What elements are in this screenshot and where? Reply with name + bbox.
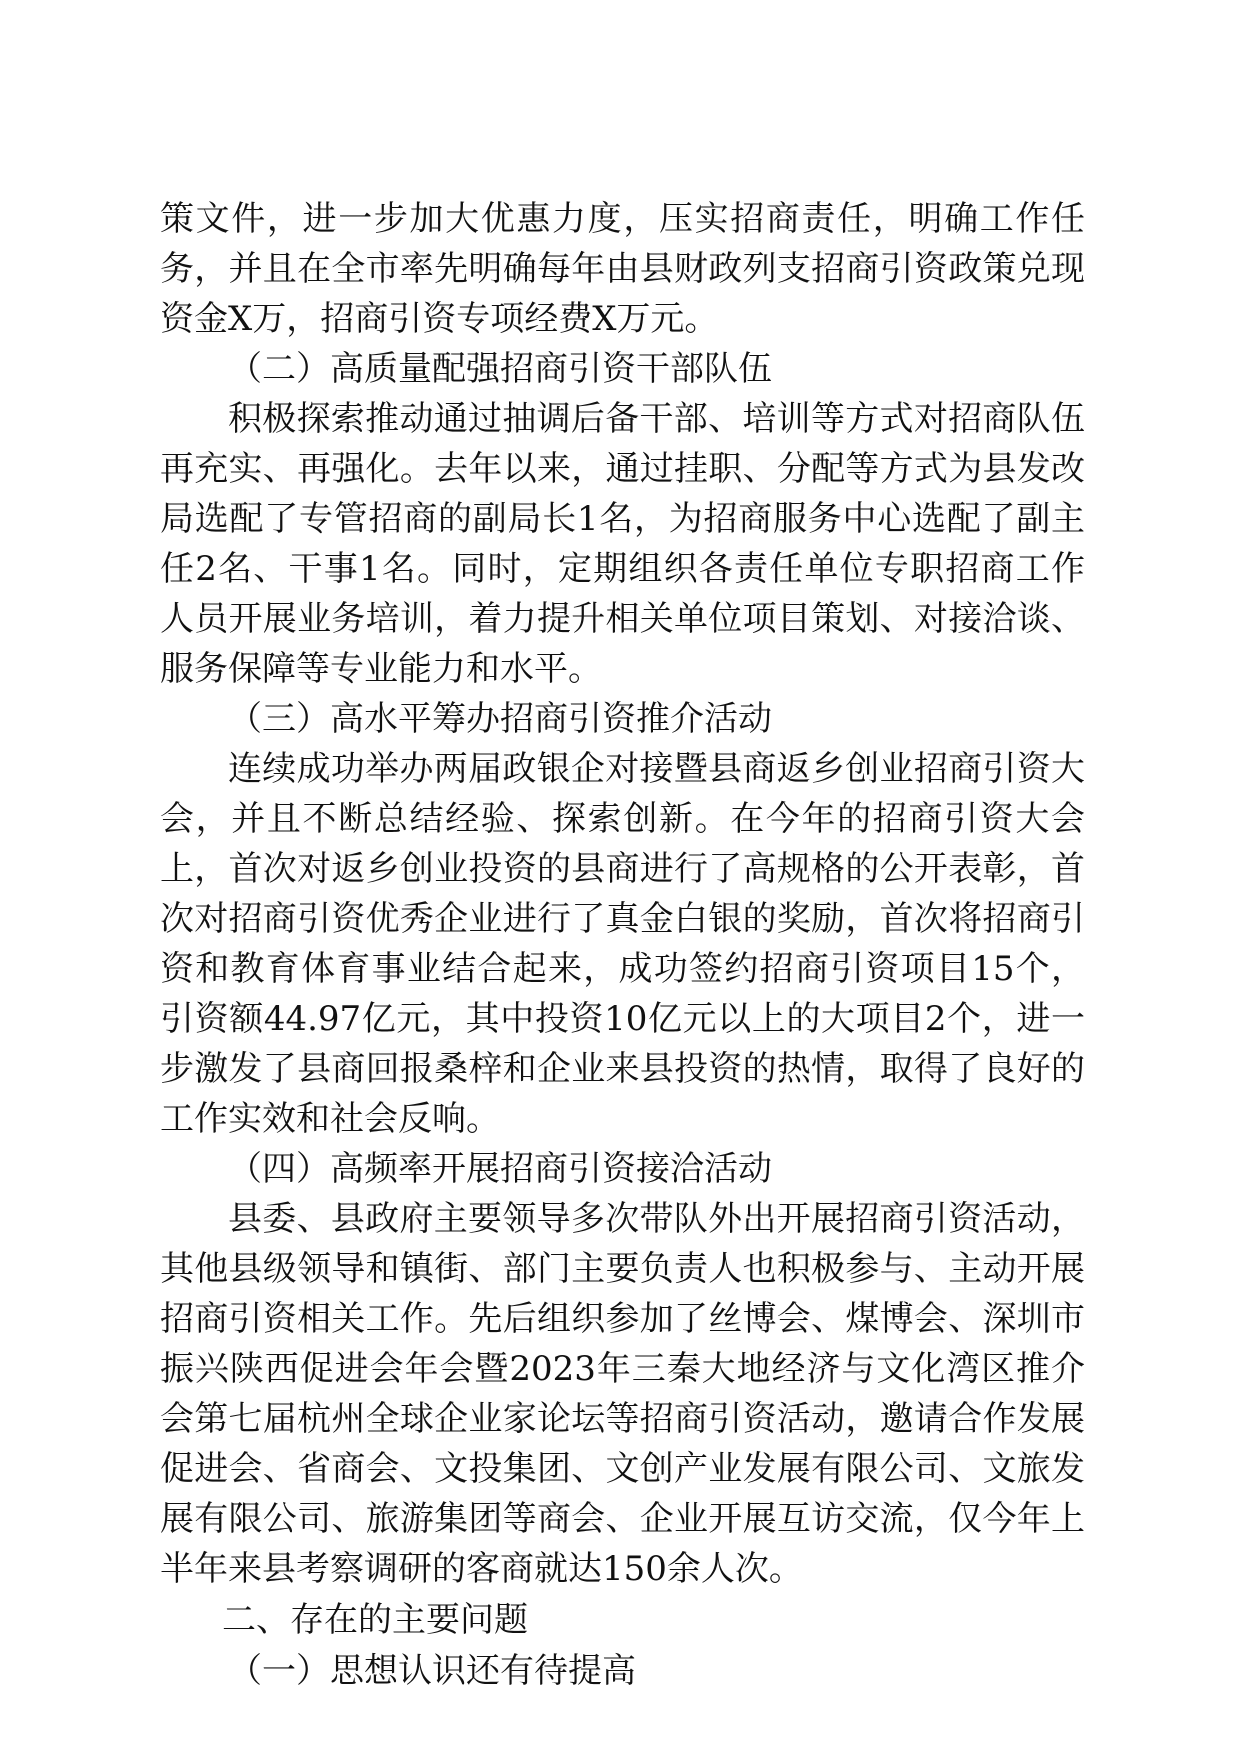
body-paragraph: 策文件，进一步加大优惠力度，压实招商责任，明确工作任务，并且在全市率先明确每年由县财政列支招商引资政策兑现资金X万，招商引资专项经费X万元。 bbox=[160, 199, 1085, 339]
body-paragraph: 连续成功举办两届政银企对接暨县商返乡创业招商引资大会，并且不断总结经验、探索创新。在今年的招商引资大会上，首次对返乡创业投资的县商进行了高规格的公开表彰，首次对招商引资优秀企业进行了真金白银的奖励，首次将招商引资和教育体育事业结合起来，成功签约招商引资项目15个，引资额44.97亿元，其中投资10亿元以上的大项目2个，进一步激发了县商回报桑梓和企业来县投资的热情，取得了良好的工作实效和社会反响。 bbox=[160, 749, 1085, 1139]
subsection-heading: （三）高水平筹办招商引资推介活动 bbox=[228, 699, 772, 739]
document-page bbox=[160, 194, 1085, 1696]
subsection-heading: （二）高质量配强招商引资干部队伍 bbox=[228, 349, 772, 389]
body-paragraph: 积极探索推动通过抽调后备干部、培训等方式对招商队伍再充实、再强化。去年以来，通过挂职、分配等方式为县发改局选配了专管招商的副局长1名，为招商服务中心选配了副主任2名、干事1名。同时，定期组织各责任单位专职招商工作人员开展业务培训，着力提升相关单位项目策划、对接洽谈、服务保障等专业能力和水平。 bbox=[160, 399, 1085, 689]
body-paragraph: 县委、县政府主要领导多次带队外出开展招商引资活动，其他县级领导和镇街、部门主要负责人也积极参与、主动开展招商引资相关工作。先后组织参加了丝博会、煤博会、深圳市振兴陕西促进会年会暨2023年三秦大地经济与文化湾区推介会第七届杭州全球企业家论坛等招商引资活动，邀请合作发展促进会、省商会、文投集团、文创产业发展有限公司、文旅发展有限公司、旅游集团等商会、企业开展互访交流，仅今年上半年来县考察调研的客商就达150余人次。 bbox=[160, 1199, 1085, 1589]
section-heading: 二、存在的主要问题 bbox=[222, 1600, 528, 1640]
subsection-heading: （四）高频率开展招商引资接洽活动 bbox=[228, 1149, 772, 1189]
subsection-heading: （一）思想认识还有待提高 bbox=[228, 1651, 636, 1691]
